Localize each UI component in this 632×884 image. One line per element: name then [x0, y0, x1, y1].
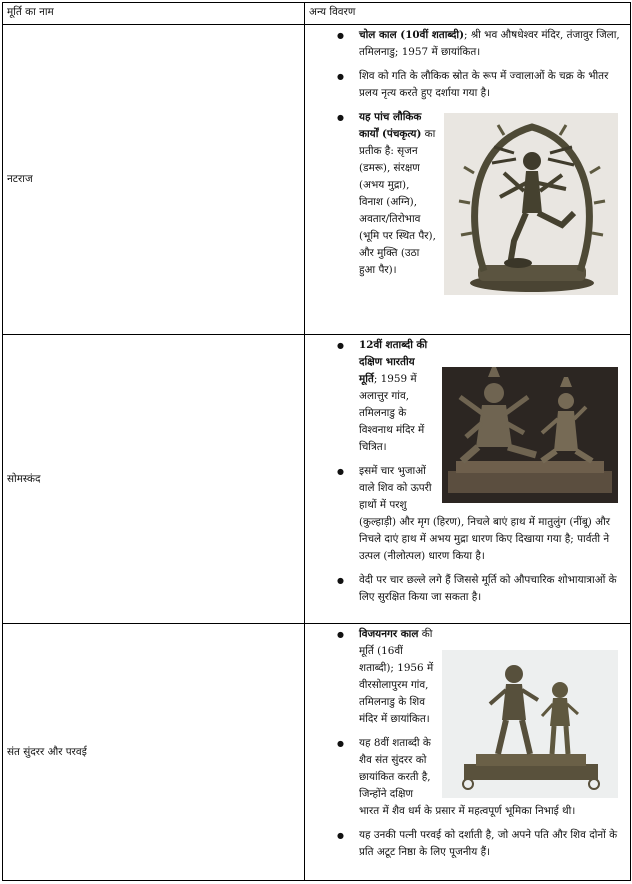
list-item: ● चोल काल (10वीं शताब्दी); श्री भव औषधेश्वर मंदिर, तंजावुर जिला, तमिलनाडु; 1957 में छायांकित।	[359, 27, 624, 61]
bullet-list	[313, 626, 624, 861]
list-item: ● 12वीं शताब्दी की दक्षिण भारतीय मूर्ति; 1959 में अलात्तुर गांव, तमिलनाडु के विश्वनाथ मंदिर में चित्रित।	[359, 337, 624, 456]
bullet-list	[313, 27, 624, 279]
row-details-sundarar	[305, 624, 631, 881]
header-details: अन्य विवरण	[305, 3, 631, 25]
list-item: ● शिव को गति के लौकिक स्रोत के रूप में ज्वालाओं के चक्र के भीतर प्रलय नृत्य करते हुए दर्शाया गया है।	[359, 68, 624, 102]
row-name-nataraja: नटराज	[3, 25, 305, 335]
list-item: ● इसमें चार भुजाओं वाले शिव को ऊपरी हाथों में परशु (कुल्हाड़ी) और मृग (हिरण), निचले बाएं हाथ में मातुलुंग (नींबू) और निचले दाएं हाथ में अभय मुद्रा धारण किए दिखाया गया है; पार्वती ने उत्पल (नीलोत्पल) धारण किया है।	[359, 463, 624, 565]
list-item: ● यह 8वीं शताब्दी के शैव संत सुंदरर को छायांकित करती है, जिन्होंने दक्षिण भारत में शैव धर्म के प्रसार में महत्वपूर्ण भूमिका निभाई थी।	[359, 735, 624, 820]
table-row	[3, 25, 631, 335]
list-item: ● वेदी पर चार छल्ले लगे हैं जिससे मूर्ति को औपचारिक शोभायात्राओं के लिए सुरक्षित किया जा सकता है।	[359, 572, 624, 606]
nataraja-image	[444, 113, 618, 295]
list-item: ● विजयनगर काल की मूर्ति (16वीं शताब्दी); 1956 में वीरसोलापुरम गांव, तमिलनाडु के शिव मंदिर में छायांकित।	[359, 626, 624, 728]
list-item: ● यह उनकी पत्नी परवई को दर्शाती है, जो अपने पति और शिव दोनों के प्रति अटूट निष्ठा के लिए पूजनीय हैं।	[359, 827, 624, 861]
list-item: ● यह पांच लौकिक कार्यों (पंचकृत्य) का प्रतीक है: सृजन (डमरू), संरक्षण (अभय मुद्रा), विनाश (अग्नि), अवतार/तिरोभाव (भूमि पर स्थित पैर), और मुक्ति (उठा हुआ पैर)।	[359, 109, 624, 279]
header-row	[3, 3, 631, 25]
table-row	[3, 335, 631, 624]
row-details-nataraja	[305, 25, 631, 335]
row-details-somaskanda	[305, 335, 631, 624]
row-name-somaskanda: सोमस्कंद	[3, 335, 305, 624]
row-name-sundarar: संत सुंदरर और परवई	[3, 624, 305, 881]
table-row	[3, 624, 631, 881]
bullet-list	[313, 337, 624, 606]
header-name: मूर्ति का नाम	[3, 3, 305, 25]
sculpture-table	[2, 2, 631, 881]
